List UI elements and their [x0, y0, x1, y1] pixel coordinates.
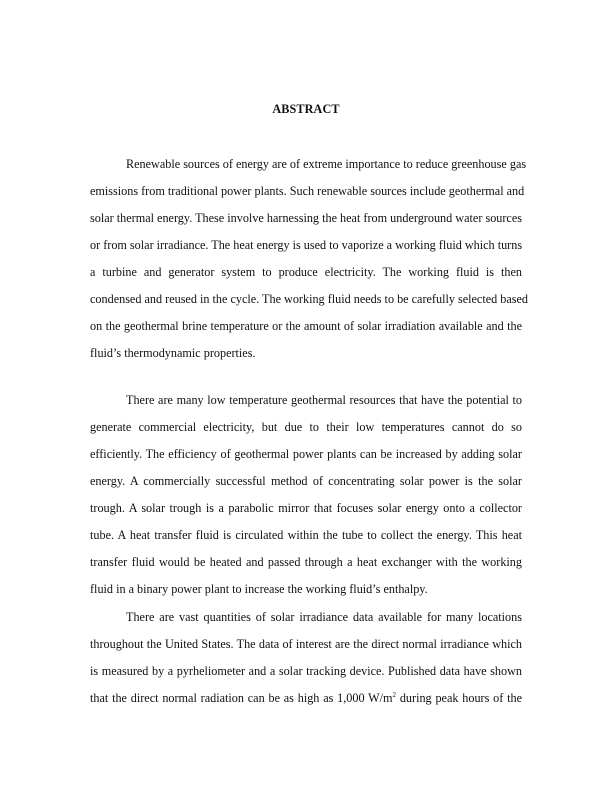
text-span: during peak hours of the	[396, 691, 522, 705]
text-span: that the direct normal radiation can be as high as 1,000 W/m	[90, 691, 393, 705]
text-line: condensed and reused in the cycle. The working fluid needs to be carefully selected based	[90, 292, 529, 306]
text-line: transfer fluid would be heated and passed through a heat exchanger with the working	[90, 555, 522, 569]
text-line: solar thermal energy. These involve harnessing the heat from underground water sources	[90, 211, 522, 225]
text-line: There are vast quantities of solar irradiance data available for many locations	[126, 610, 522, 624]
text-line: generate commercial electricity, but due to their low temperatures cannot do so	[90, 420, 522, 434]
text-line: Renewable sources of energy are of extreme importance to reduce greenhouse gas	[126, 157, 527, 171]
text-line: a turbine and generator system to produce electricity. The working fluid is then	[90, 265, 522, 279]
text-line-with-superscript	[90, 690, 522, 706]
text-line: or from solar irradiance. The heat energy is used to vaporize a working fluid which turns	[90, 238, 523, 252]
text-line: throughout the United States. The data of interest are the direct normal irradiance which	[90, 637, 522, 651]
text-line: is measured by a pyrheliometer and a solar tracking device. Published data have shown	[90, 664, 522, 678]
text-line: efficiently. The efficiency of geothermal power plants can be increased by adding solar	[90, 447, 522, 461]
abstract-heading: ABSTRACT	[272, 102, 340, 116]
text-line: fluid in a binary power plant to increase the working fluid’s enthalpy.	[90, 582, 428, 596]
text-line: fluid’s thermodynamic properties.	[90, 346, 256, 360]
text-line: emissions from traditional power plants. Such renewable sources include geothermal and	[90, 184, 525, 198]
text-line: tube. A heat transfer fluid is circulated within the tube to collect the energy. This heat	[90, 528, 522, 542]
superscript: 2	[392, 691, 397, 699]
text-line: trough. A solar trough is a parabolic mirror that focuses solar energy onto a collector	[90, 501, 522, 515]
text-line: There are many low temperature geothermal resources that have the potential to	[126, 393, 522, 407]
text-line: on the geothermal brine temperature or the amount of solar irradiation available and the	[90, 319, 522, 333]
text-line: energy. A commercially successful method of concentrating solar power is the solar	[90, 474, 522, 488]
